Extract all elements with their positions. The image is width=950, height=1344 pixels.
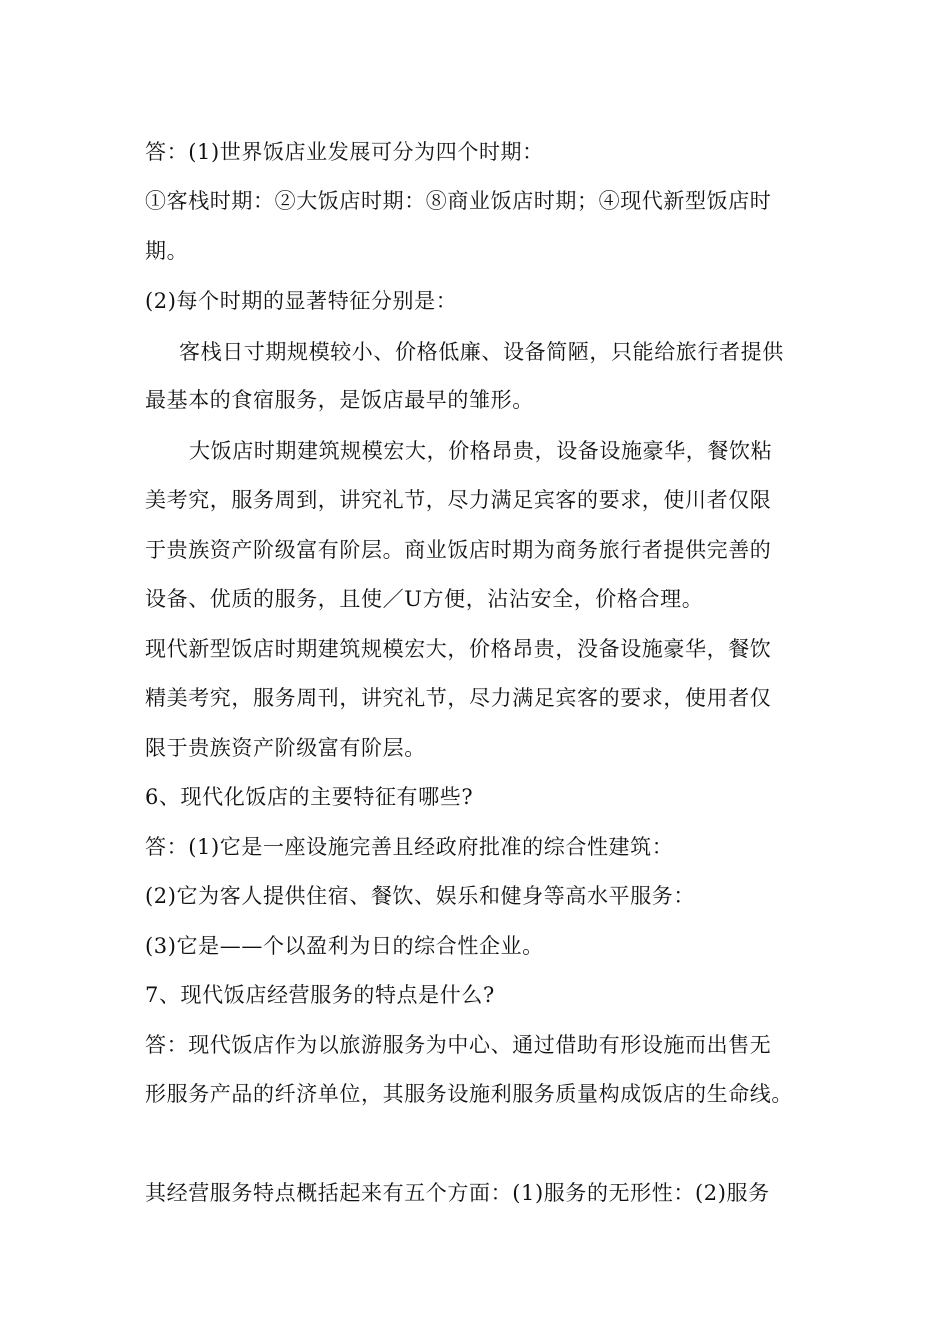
text-line: 于贵族资产阶级富有阶层。商业饭店时期为商务旅行者提供完善的 (145, 538, 772, 562)
text-line: 限于贵族资产阶级富有阶层。 (145, 736, 426, 760)
text-line: (2)它为客人提供住宿、餐饮、娱乐和健身等高水平服务： (145, 884, 695, 908)
text-line: 形服务产品的纤济单位，其服务设施利服务质量构成饭店的生命线。 (145, 1082, 793, 1106)
text-line: 6、现代化饭店的主要特征有哪些? (145, 785, 474, 809)
text-line: 期。 (145, 239, 189, 263)
text-line: 7、现代饭店经营服务的特点是什么? (145, 983, 495, 1007)
text-line: 现代新型饭店时期建筑规模宏大，价格昂贵，没备设施豪华，餐饮 (145, 637, 772, 661)
text-line: 答：现代饭店作为以旅游服务为中心、通过借助有形设施而出售无 (145, 1033, 772, 1057)
text-line: 精美考究，服务周刊，讲究礼节，尽力满足宾客的要求，使用者仅 (145, 686, 772, 710)
text-line: 其经营服务特点概括起来有五个方面：(1)服务的无形性：(2)服务 (145, 1181, 770, 1205)
text-line: 客栈日寸期规模较小、价格低廉、设备简陋，只能给旅行者提供 (179, 340, 784, 364)
text-line: 最基本的食宿服务，是饭店最早的雏形。 (145, 388, 534, 412)
text-line: 大饭店时期建筑规模宏大，价格昂贵，设备设施豪华，餐饮粘 (189, 439, 773, 463)
text-line: (3)它是——个以盈利为日的综合性企业。 (145, 934, 544, 958)
text-line: 美考究，服务周到，讲究礼节，尽力满足宾客的要求，使川者仅限 (145, 488, 772, 512)
text-line: 设备、优质的服务，且使／U方便，沾沾安全，价格合理。 (145, 587, 704, 611)
text-line: 答：(1)它是一座设施完善且经政府批准的综合性建筑： (145, 835, 674, 859)
text-line: 答：(1)世界饭店业发展可分为四个时期： (145, 140, 544, 164)
text-line: ①客栈时期：②大饭店时期：⑧商业饭店时期；④现代新型饭店时 (145, 189, 772, 213)
text-line: (2)每个时期的显著特征分别是： (145, 289, 458, 313)
